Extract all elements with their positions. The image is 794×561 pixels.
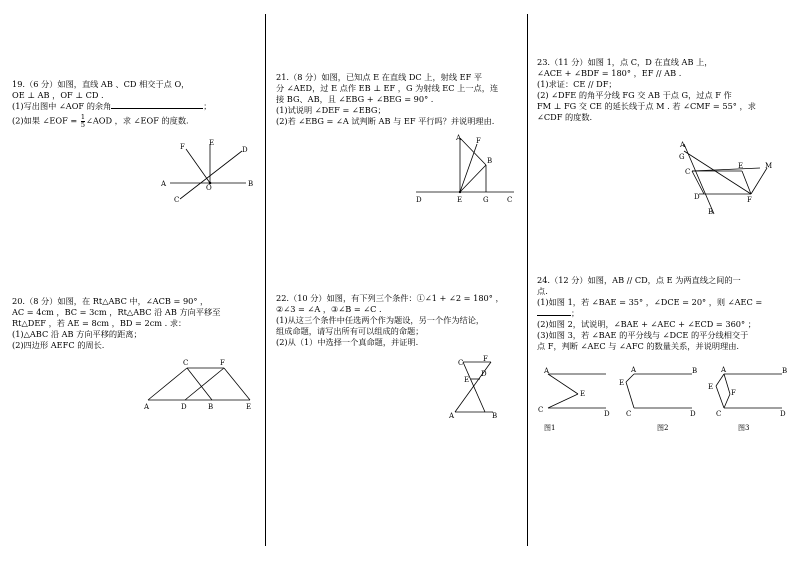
q23-line1: 23.（11 分）如图 1，点 C，D 在直线 AB 上， [537, 57, 713, 67]
q23-line3: (1)求证：CE // DF； [537, 79, 617, 89]
q24-fig3-caption: 图3 [738, 424, 750, 432]
fraction-denominator: 5 [80, 121, 86, 129]
q22-label-a: A [449, 412, 455, 420]
q24-fig3-label-e: E [708, 383, 714, 391]
question-20 [12, 296, 220, 351]
q24-fig1-label-d: D [604, 410, 610, 418]
fraction-numerator: 1 [80, 113, 86, 121]
q19-label-c: C [174, 196, 180, 204]
q19-label-o: O [206, 184, 212, 192]
q22-line2: ②∠3 = ∠A ，③∠B = ∠C . [276, 304, 382, 314]
q23-label-c: C [685, 168, 691, 176]
q21-line1: 21.（8 分）如图，已知点 E 在直线 DC 上，射线 EF 平 [276, 72, 483, 82]
q24-figure-1 [534, 364, 610, 434]
q23-label-m: M [765, 162, 773, 170]
q24-line4 [537, 308, 762, 319]
q20-label-a: A [144, 403, 150, 411]
q24-line1: 24.（12 分）如图，AB // CD，点 E 为两直线之间的一 [537, 275, 741, 285]
q22-label-e: E [464, 376, 470, 384]
q24-figure-3 [700, 364, 790, 434]
question-22 [276, 293, 504, 348]
q20-line3: Rt△DEF ，若 AE = 8cm ，BD = 2cm . 求： [12, 318, 187, 328]
q22-line4: 组成命题，请写出所有可以组成的命题； [276, 326, 424, 336]
q24-fig3-label-b: B [782, 367, 788, 375]
q23-label-e: E [738, 162, 744, 170]
q20-label-b: B [208, 403, 214, 411]
q23-line6: ∠CDF 的度数. [537, 112, 593, 122]
q22-line3: (1)从这三个条件中任选两个作为题设，另一个作为结论， [276, 315, 485, 325]
column-divider-2 [527, 14, 528, 546]
q19-label-a: A [161, 180, 167, 188]
q19-line4-end: ∠AOD ，求 ∠EOF 的度数. [86, 115, 189, 126]
q21-label-c: C [507, 196, 513, 204]
q21-line3: 接 BG、AB，且 ∠EBG + ∠BEG = 90° . [276, 94, 434, 104]
q21-label-e: E [457, 196, 463, 204]
q21-label-a: A [456, 134, 462, 142]
q19-line3 [12, 101, 212, 112]
q20-figure [140, 356, 258, 412]
q20-label-c: C [183, 359, 189, 367]
q23-line4: (2) ∠DFE 的角平分线 FG 交 AB 于点 G，过点 F 作 [537, 90, 732, 100]
q19-label-f: F [180, 143, 185, 151]
q19-label-e: E [209, 139, 215, 147]
q24-fig3-label-c: C [716, 410, 722, 418]
q24-line4-end: ； [571, 308, 580, 318]
q20-line2: AC = 4cm ，BC = 3cm ，Rt△ABC 沿 AB 方向平移至 [12, 307, 221, 317]
q24-fig1-label-c: C [538, 406, 544, 414]
q21-figure [410, 130, 520, 210]
q24-fig2-label-b: B [692, 367, 698, 375]
q19-line2: OE ⊥ AB ，OF ⊥ CD . [12, 90, 104, 100]
q23-label-d: D [694, 193, 700, 201]
q19-line4 [12, 114, 212, 129]
q22-line1: 22.（10 分）如图，有下列三个条件：①∠1 + ∠2 = 180° ， [276, 293, 504, 303]
q23-label-f: F [747, 196, 752, 204]
q22-label-f: F [483, 355, 488, 363]
q24-answer-blank[interactable] [537, 315, 571, 316]
q20-label-f: F [220, 359, 225, 367]
question-19 [12, 79, 212, 129]
q24-fig2-label-a: A [631, 366, 637, 374]
q24-fig3-label-a: A [721, 366, 727, 374]
q20-label-e: E [246, 403, 252, 411]
q21-label-b: B [487, 157, 493, 165]
q24-fig1-label-e: E [580, 390, 586, 398]
q20-label-d: D [181, 403, 187, 411]
q23-figure [672, 138, 782, 218]
q22-label-d: D [481, 370, 487, 378]
q19-answer-blank[interactable] [111, 108, 203, 109]
q19-figure [150, 138, 262, 206]
q19-line1: 19.（6 分）如图，直线 AB 、CD 相交于点 O， [12, 79, 190, 89]
q24-fig1-label-a: A [544, 367, 550, 375]
q21-label-d: D [416, 196, 422, 204]
q23-label-g: G [679, 153, 685, 161]
q24-line3: (1)如图 1，若 ∠BAE = 35° ，∠DCE = 20° ，则 ∠AEC = [537, 297, 763, 307]
q19-label-b: B [248, 180, 254, 188]
q19-line3-end: ； [203, 101, 212, 111]
q21-label-f: F [476, 137, 481, 145]
q19-line3-text: (1)写出图中 ∠AOF 的余角 [12, 101, 112, 111]
q20-line5: (2)四边形 AEFC 的周长. [12, 340, 105, 350]
q21-line4: (1)试说明 ∠DEF = ∠EBG； [276, 105, 386, 115]
q23-line2: ∠ACE + ∠BDF = 180° ，EF // AB . [537, 68, 682, 78]
q23-label-a: A [680, 141, 686, 149]
q21-label-g: G [483, 196, 489, 204]
q24-line2: 点. [537, 286, 548, 296]
q22-label-c: C [458, 359, 464, 367]
question-24 [537, 275, 762, 352]
q21-line2: 分 ∠AED，过 E 点作 EB ⊥ EF ，G 为射线 EC 上一点，连 [276, 83, 499, 93]
q24-line6: (3)如图 3，若 ∠BAE 的平分线与 ∠DCE 的平分线相交于 [537, 330, 749, 340]
question-21 [276, 72, 498, 127]
q19-label-d: D [242, 146, 248, 154]
q20-line4: (1)△ABC 沿 AB 方向平移的距离； [12, 329, 142, 339]
q24-line7: 点 F，判断 ∠AEC 与 ∠AFC 的数量关系，并说明理由. [537, 341, 740, 351]
q24-fig2-label-e: E [619, 379, 625, 387]
q19-line4-text: (2)如果 ∠EOF = [12, 115, 80, 126]
q24-line5: (2)如图 2，试说明，∠BAE + ∠AEC + ∠ECD = 360° ； [537, 319, 756, 329]
q23-line5: FM ⊥ FG 交 CE 的延长线于点 M . 若 ∠CMF = 55° ，求 [537, 101, 756, 111]
q24-fig2-label-d: D [690, 410, 696, 418]
q20-line1: 20.（8 分）如图，在 Rt△ABC 中，∠ACB = 90° ， [12, 296, 209, 306]
q23-label-b: B [708, 208, 714, 216]
q24-fig2-caption: 图2 [657, 424, 669, 432]
q24-figure-2 [612, 364, 698, 434]
q22-figure [445, 352, 505, 422]
question-23 [537, 57, 756, 123]
q24-fig1-caption: 图1 [544, 424, 556, 432]
q24-fig2-label-c: C [626, 410, 632, 418]
q24-fig3-label-f: F [731, 389, 736, 397]
q21-line5: (2)若 ∠EBG = ∠A 试判断 AB 与 EF 平行吗？并说明理由. [276, 116, 495, 126]
q22-label-b: B [492, 412, 498, 420]
fraction [81, 114, 85, 129]
q22-line5: (2)从（1）中选择一个真命题，并证明. [276, 337, 419, 347]
q24-fig3-label-d: D [780, 410, 786, 418]
column-divider-1 [265, 14, 266, 546]
